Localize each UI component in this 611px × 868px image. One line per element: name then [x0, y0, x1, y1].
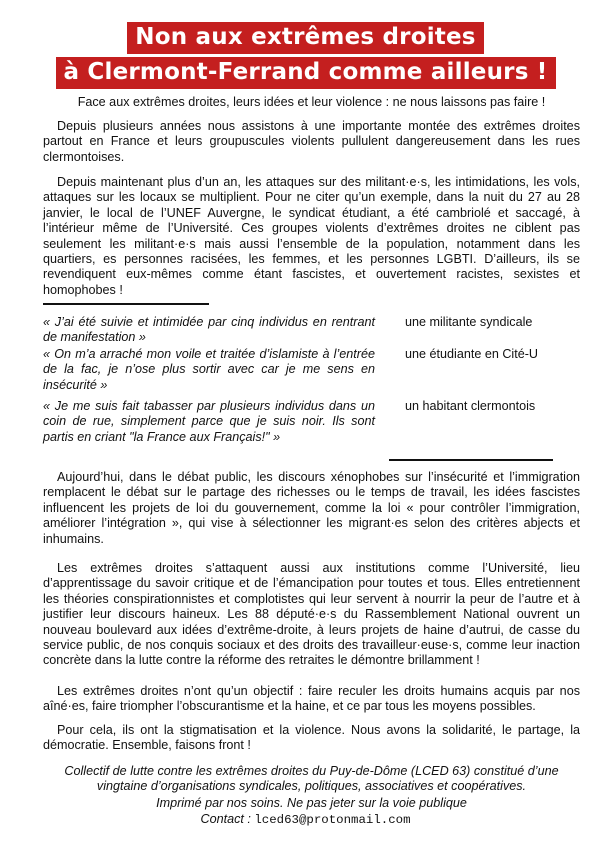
quote-author: un habitant clermontois: [405, 399, 536, 413]
quote-text: « On m’a arraché mon voile et traitée d’islamiste à l’entrée de la fac, je n’ose plus sortir avec car je me sens en insécurité »: [43, 347, 375, 392]
footer-printed: Imprimé par nos soins. Ne pas jeter sur la voie publique: [156, 796, 467, 810]
footer-contact: [0, 812, 611, 828]
quote-text: « J’ai été suivie et intimidée par cinq individus en rentrant de manifestation »: [43, 315, 375, 345]
contact-email[interactable]: lced63@protonmail.com: [254, 813, 411, 827]
paragraph-1: Depuis plusieurs années nous assistons à une importante montée des extrêmes droites partout en France et leurs groupuscules violents pullulent dangereusement dans les rues clermontoises.: [43, 119, 580, 164]
intro-text: Face aux extrêmes droites, leurs idées et leur violence : ne nous laissons pas faire !: [77, 95, 546, 109]
footer-collective: Collectif de lutte contre les extrêmes droites du Puy-de-Dôme (LCED 63) constitué d’une vingtaine d’organisations syndicales, politiques, associatives et coopératives.: [64, 764, 559, 793]
contact-label: Contact :: [200, 812, 251, 826]
paragraph-5: Les extrêmes droites n’ont qu’un objectif : faire reculer les droits humains acquis par nos aîné·es, faire triompher l’obscurantisme et la haine, et ce par tous les moyens possibles.: [43, 684, 580, 714]
title-line-1: Non aux extrêmes droites: [127, 22, 483, 54]
title-line-2-wrap: [0, 57, 611, 89]
title-line-2: à Clermont-Ferrand comme ailleurs !: [56, 57, 556, 89]
quote-top-rule: [43, 303, 209, 305]
quote-text: « Je me suis fait tabasser par plusieurs individus dans un coin de rue, simplement parce que je suis noir. Ils sont partis en criant "la France aux Français!" »: [43, 399, 375, 444]
paragraph-2: Depuis maintenant plus d’un an, les attaques sur des militant·e·s, les intimidations, les vols, attaques sur les locaux se multiplient. Pour ne citer qu’un exemple, dans la nuit du 27 au 28 janvier, le local de l’UNEF Auvergne, le syndicat étudiant, a été cambriolé et saccagé, à l’intérieur même de l’Université. Ces groupes violents d’extrêmes droites ne ciblent pas seulement les militant·e·s mais aussi l’ensemble de la population, notamment dans les quartiers, es personnes racisées, les femmes, et les personnes LGBTI. D’ailleurs, ils se revendiquent eux-mêmes comme étant fascistes, et ouvertement racistes, sexistes et homophobes !: [43, 175, 580, 297]
paragraph-6: Pour cela, ils ont la stigmatisation et la violence. Nous avons la solidarité, le partage, la démocratie. Ensemble, faisons front !: [43, 723, 580, 753]
quote-author: une militante syndicale: [405, 315, 533, 329]
quote-author: une étudiante en Cité-U: [405, 347, 539, 361]
quote-bottom-rule: [389, 459, 553, 461]
title-line-1-wrap: [0, 22, 611, 54]
paragraph-3: Aujourd’hui, dans le débat public, les discours xénophobes sur l’insécurité et l’immigration remplacent le débat sur le partage des richesses ou le temps de travail, les idées fascistes influencent les projets de loi du gouvernement, comme la loi « pour contrôler l’immigration, améliorer l’intégration », qui vise à sélectionner les migrant·es selon des critères abjects et inhumains.: [43, 470, 580, 546]
paragraph-4: Les extrêmes droites s’attaquent aussi aux institutions comme l’Université, lieu d’apprentissage du savoir critique et de l’émancipation pour toutes et tous. Elles entretiennent les théories conspirationnistes et complotistes qui leur servent à nourrir la peur de l’autre et à justifier leur discours haineux. Les 88 député·e·s du Rassemblement National ouvrent un nouveau boulevard aux idées d’extrême-droite, à leurs projets de haine d’autrui, de casse du service public, de nos conquis sociaux et des droits des travailleur·euse·s, comme leur inaction concrète dans la lutte contre la réforme des retraites le démontre brillamment !: [43, 561, 580, 668]
